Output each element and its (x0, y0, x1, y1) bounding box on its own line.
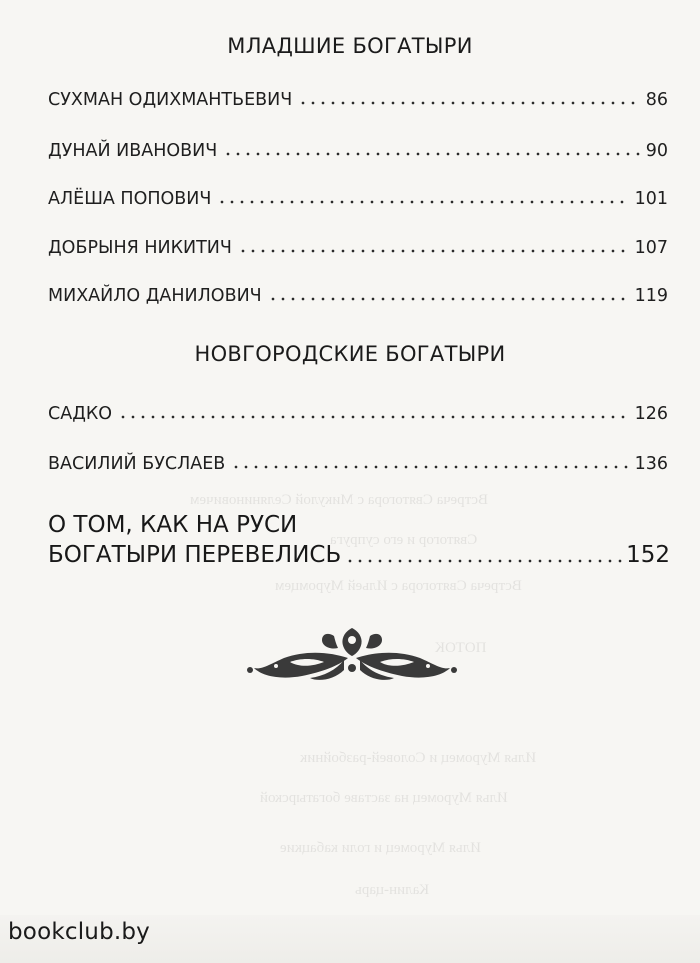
bleed-line: Встреча Святогора с Микулой Селяниновичем (190, 492, 489, 508)
entry-page: 107 (634, 238, 668, 258)
bleed-line: Илья Муромец и голи кабацкие (280, 840, 482, 856)
dot-leader (223, 152, 640, 156)
floral-ornament-icon (240, 610, 465, 700)
entry-page: 86 (645, 90, 668, 110)
toc-entry[interactable] (48, 82, 668, 110)
toc-entry[interactable] (48, 446, 668, 474)
toc-entry[interactable] (48, 230, 668, 258)
dot-leader (345, 559, 622, 563)
entry-title: ВАСИЛИЙ БУСЛАЕВ (48, 454, 226, 474)
entry-title-line1: О ТОМ, КАК НА РУСИ (48, 512, 298, 538)
entry-title: ДОБРЫНЯ НИКИТИЧ (48, 238, 232, 258)
bleed-line: Илья Муромец на заставе богатырской (260, 790, 508, 806)
bleed-line: ПОТОК (435, 640, 487, 656)
dot-leader (231, 465, 628, 469)
dot-leader (268, 297, 629, 301)
entry-page: 101 (634, 189, 668, 209)
entry-page: 152 (626, 542, 670, 568)
dot-leader (298, 101, 639, 105)
section-heading-junior-bogatyrs: МЛАДШИЕ БОГАТЫРИ (227, 34, 473, 58)
bleed-line: Калин-царь (355, 882, 430, 898)
section-heading-novgorod-bogatyrs: НОВГОРОДСКИЕ БОГАТЫРИ (194, 342, 506, 366)
dot-leader (217, 200, 628, 204)
toc-entry[interactable] (48, 396, 668, 424)
toc-entry[interactable] (48, 278, 668, 306)
entry-title: АЛЁША ПОПОВИЧ (48, 189, 212, 209)
entry-title-line2-row (48, 540, 670, 570)
toc-entry[interactable] (48, 133, 668, 161)
bleed-line: Илья Муромец и Соловей-разбойник (300, 750, 537, 766)
dot-leader (118, 415, 629, 419)
entry-page: 136 (634, 454, 668, 474)
toc-entry-final[interactable] (48, 510, 670, 570)
watermark-logo: bookclub.by (8, 919, 150, 945)
entry-page: 119 (634, 286, 668, 306)
entry-title: ДУНАЙ ИВАНОВИЧ (48, 141, 218, 161)
entry-page: 126 (634, 404, 668, 424)
entry-page: 90 (645, 141, 668, 161)
toc-entry[interactable] (48, 181, 668, 209)
bleed-line: Святогор и его супруга (330, 532, 478, 548)
entry-title: САДКО (48, 404, 113, 424)
bleed-line: Встреча Святогора с Ильей Муромцем (275, 578, 522, 594)
entry-title-line2: БОГАТЫРИ ПЕРЕВЕЛИСЬ (48, 542, 342, 568)
entry-title: МИХАЙЛО ДАНИЛОВИЧ (48, 286, 262, 306)
entry-title: СУХМАН ОДИХМАНТЬЕВИЧ (48, 90, 293, 110)
dot-leader (238, 249, 629, 253)
